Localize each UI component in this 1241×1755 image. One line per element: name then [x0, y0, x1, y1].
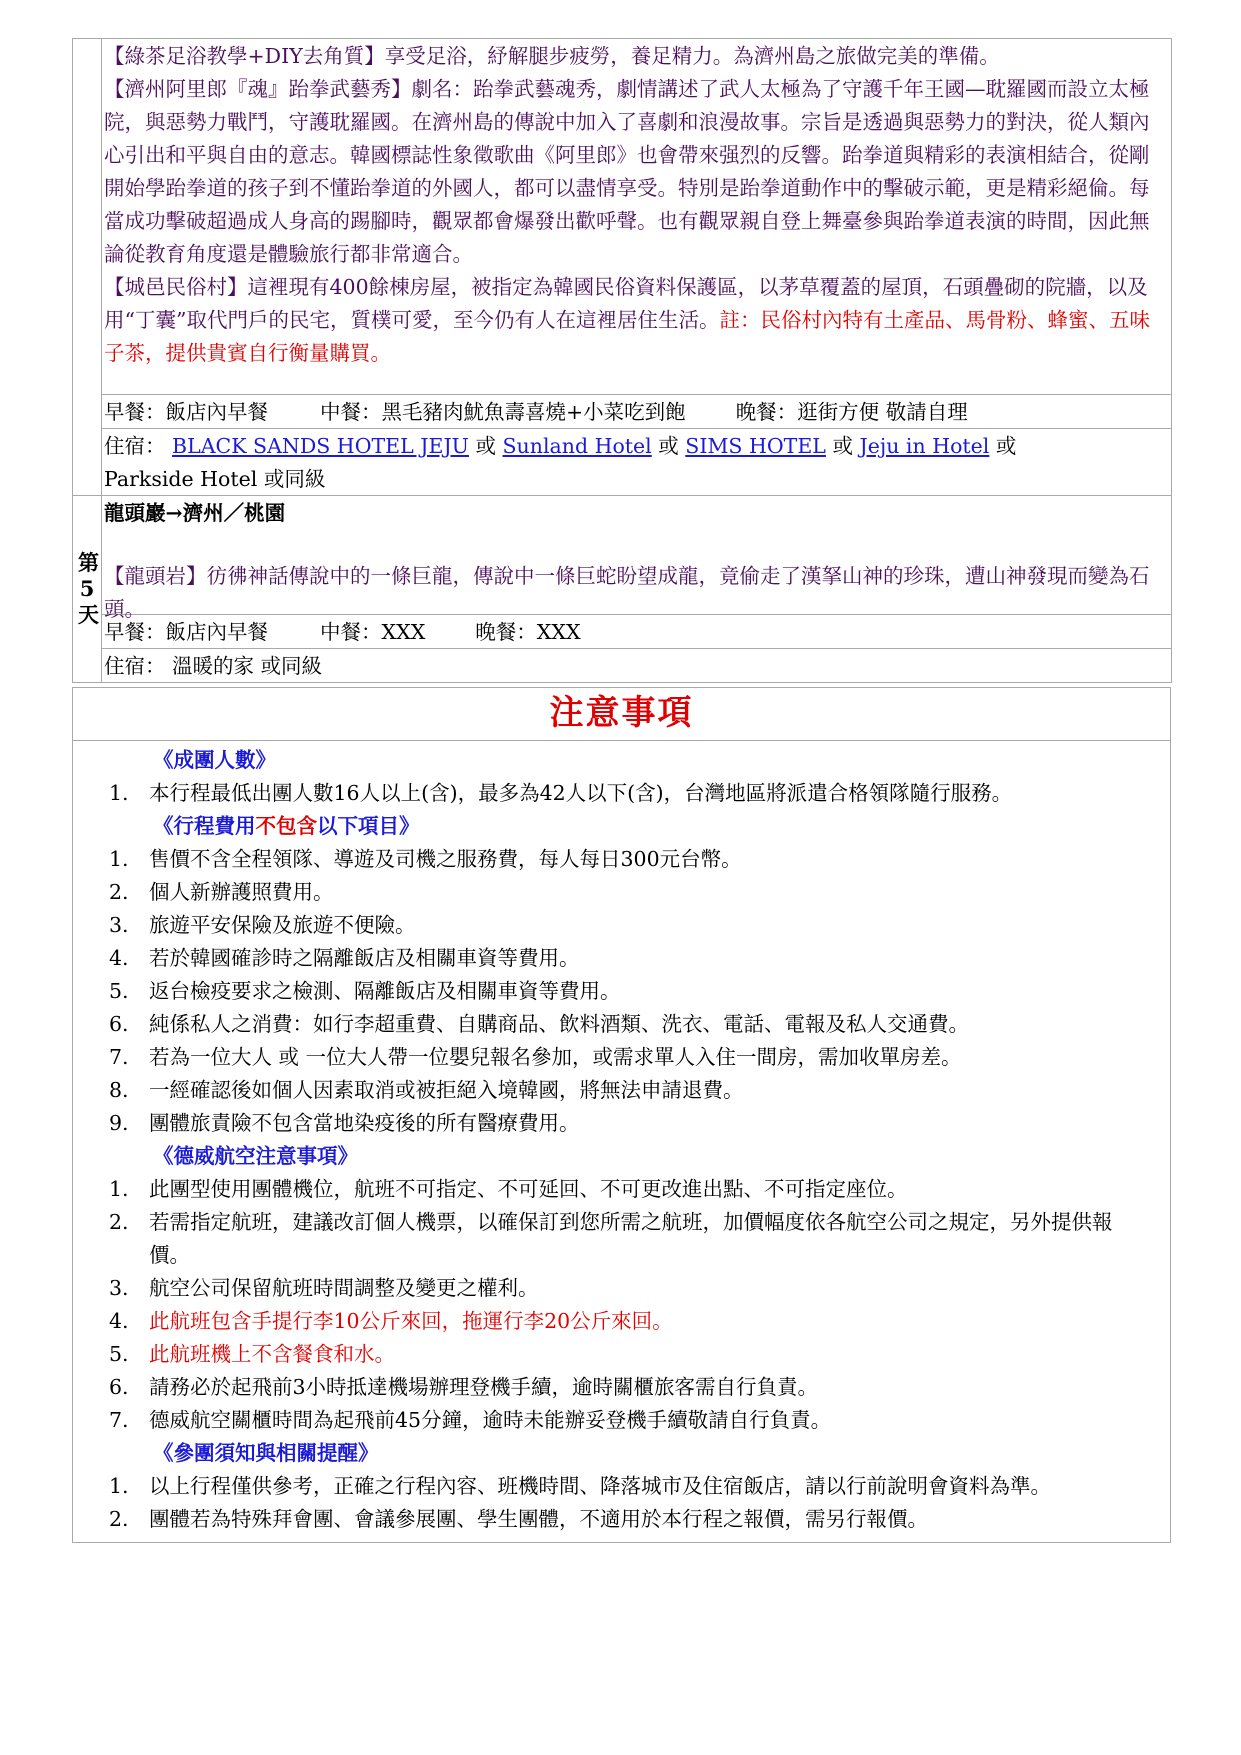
section-group-size-title: 《成團人數》: [153, 748, 276, 772]
day4-dinner: 晚餐：逛街方便 敬請自理: [735, 400, 968, 424]
list-item-text: 若於韓國確診時之隔離飯店及相關車資等費用。: [149, 946, 580, 970]
day5-lunch: 中餐：XXX: [320, 620, 426, 644]
list-item: 5. 此航班機上不含餐食和水。: [109, 1342, 395, 1366]
list-item: 1. 售價不含全程領隊、導遊及司機之服務費，每人每日300元台幣。: [109, 847, 742, 871]
reminders-list: [73, 1470, 1170, 1536]
day4-meals-cell: [102, 395, 1172, 429]
day5-dinner: 晚餐：XXX: [475, 620, 581, 644]
list-item: 6. 純係私人之消費：如行李超重費、自購商品、飲料酒類、洗衣、電話、電報及私人交通費。: [109, 1012, 969, 1036]
group-size-list: [73, 777, 1170, 810]
excluded-title-part: 《行程費用: [153, 814, 256, 838]
or-word: 或: [658, 434, 679, 458]
list-item-text: 售價不含全程領隊、導遊及司機之服務費，每人每日300元台幣。: [149, 847, 742, 871]
day5-stay-row: [73, 649, 1172, 683]
excluded-title-highlight: 不包含: [255, 814, 317, 838]
list-item: 8. 一經確認後如個人因素取消或被拒絕入境韓國，將無法申請退費。: [109, 1078, 744, 1102]
list-item: 3. 航空公司保留航班時間調整及變更之權利。: [109, 1276, 539, 1300]
list-item: 1. 以上行程僅供參考，正確之行程內容、班機時間、降落城市及住宿飯店，請以行前說明會資料為準。: [109, 1474, 1051, 1498]
list-item-text: 以上行程僅供參考，正確之行程內容、班機時間、降落城市及住宿飯店，請以行前說明會資料為準。: [149, 1474, 1051, 1498]
list-item: 1. 此團型使用團體機位，航班不可指定、不可延回、不可更改進出點、不可指定座位。: [109, 1177, 908, 1201]
list-item: 1. 本行程最低出團人數16人以上(含)，最多為42人以下(含)，台灣地區將派遣合格領隊隨行服務。: [109, 781, 1013, 805]
day5-stay: 住宿： 溫暖的家 或同級: [104, 654, 323, 678]
day4-taekwondo-text: 【濟州阿里郎『魂』跆拳武藝秀】劇名：跆拳武藝魂秀，劇情講述了武人太極為了守護千年王國—耽羅國而設立太極院，與惡勢力戰鬥，守護耽羅國。在濟州島的傳說中加入了喜劇和浪漫故事。宗旨是透過與惡勢力的對決，從人類內心引出和平與自由的意志。韓國標誌性象徵歌曲《阿里郎》也會帶來强烈的反響。跆拳道與精彩的表演相結合，從剛開始學跆拳道的孩子到不懂跆拳道的外國人，都可以盡情享受。特別是跆拳道動作中的擊破示範，更是精彩絕倫。每當成功擊破超過成人身高的踢腳時，觀眾都會爆發出歡呼聲。也有觀眾親自登上舞臺參與跆拳道表演的時間，因此無論從教育角度還是體驗旅行都非常適合。: [104, 77, 1150, 266]
list-item-text: 此航班包含手提行李10公斤來回，拖運行李20公斤來回。: [149, 1309, 673, 1333]
day4-breakfast: 早餐：飯店內早餐: [104, 400, 268, 424]
day4-stay-tail: Parkside Hotel 或同級: [104, 467, 326, 491]
list-item: 3. 旅遊平安保險及旅遊不便險。: [109, 913, 416, 937]
excluded-title-part: 以下項目》: [317, 814, 420, 838]
day5-stay-cell: [102, 649, 1172, 683]
day4-lunch: 中餐：黑毛豬肉魷魚壽喜燒+小菜吃到飽: [320, 400, 686, 424]
list-item-text: 個人新辦護照費用。: [149, 880, 334, 904]
day4-activities-cell: [102, 39, 1172, 395]
hotel-link-sunland[interactable]: Sunland Hotel: [502, 434, 652, 458]
day4-stay-row: [73, 429, 1172, 496]
list-item-text: 團體旅責險不包含當地染疫後的所有醫療費用。: [149, 1111, 580, 1135]
itinerary-table: [72, 38, 1172, 683]
list-item: 4. 此航班包含手提行李10公斤來回，拖運行李20公斤來回。: [109, 1309, 673, 1333]
list-item: 6. 請務必於起飛前3小時抵達機場辦理登機手續，逾時關櫃旅客需自行負責。: [109, 1375, 819, 1399]
list-item: 4. 若於韓國確診時之隔離飯店及相關車資等費用。: [109, 946, 580, 970]
list-item-text: 德威航空關櫃時間為起飛前45分鐘，逾時未能辦妥登機手續敬請自行負責。: [149, 1408, 832, 1432]
list-item: 5. 返台檢疫要求之檢測、隔離飯店及相關車資等費用。: [109, 979, 621, 1003]
or-word: 或: [475, 434, 496, 458]
list-item: 7. 德威航空關櫃時間為起飛前45分鐘，逾時未能辦妥登機手續敬請自行負責。: [109, 1408, 832, 1432]
or-word: 或: [832, 434, 853, 458]
section-reminders-title: 《參團須知與相關提醒》: [153, 1441, 379, 1465]
notice-header: [72, 687, 1171, 741]
airline-notes-list: [73, 1173, 1170, 1437]
list-item-text: 若為一位大人 或 一位大人帶一位嬰兒報名參加，或需求單人入住一間房，需加收單房差。: [149, 1045, 962, 1069]
list-item-text: 團體若為特殊拜會團、會議參展團、學生團體，不適用於本行程之報價，需另行報價。: [149, 1507, 928, 1531]
day4-folk-village-text: [104, 271, 1165, 370]
list-item-text: 此航班機上不含餐食和水。: [149, 1342, 395, 1366]
day5-activities-cell: [102, 496, 1172, 621]
section-airline-title: 《德威航空注意事項》: [153, 1144, 358, 1168]
hotel-link-black-sands[interactable]: BLACK SANDS HOTEL JEJU: [172, 434, 469, 458]
excluded-costs-list: [73, 843, 1170, 1140]
list-item-text: 請務必於起飛前3小時抵達機場辦理登機手續，逾時關櫃旅客需自行負責。: [149, 1375, 819, 1399]
day4-label-cell: [73, 39, 102, 496]
day4-meals-row: [73, 395, 1172, 429]
day4-stay-cell: [102, 429, 1172, 496]
list-item-text: 若需指定航班，建議改訂個人機票，以確保訂到您所需之航班，加價幅度依各航空公司之規定，另外提供報價。: [149, 1210, 1113, 1267]
list-item: 2. 個人新辦護照費用。: [109, 880, 334, 904]
list-item-text: 航空公司保留航班時間調整及變更之權利。: [149, 1276, 539, 1300]
list-item-text: 此團型使用團體機位，航班不可指定、不可延回、不可更改進出點、不可指定座位。: [149, 1177, 908, 1201]
day4-stay-label: 住宿：: [104, 434, 166, 458]
day5-meals-cell: [102, 615, 1172, 649]
list-item: 7. 若為一位大人 或 一位大人帶一位嬰兒報名參加，或需求單人入住一間房，需加收單房差。: [109, 1045, 962, 1069]
day5-meals-row: [73, 615, 1172, 649]
list-item: 2. 團體若為特殊拜會團、會議參展團、學生團體，不適用於本行程之報價，需另行報價。: [109, 1507, 928, 1531]
list-item-text: 返台檢疫要求之檢測、隔離飯店及相關車資等費用。: [149, 979, 621, 1003]
day5-activities-row: [73, 496, 1172, 615]
list-item: 9. 團體旅責險不包含當地染疫後的所有醫療費用。: [109, 1111, 580, 1135]
day5-label-cell: [73, 496, 102, 683]
day5-label: 第5天: [78, 550, 99, 627]
day5-route: 龍頭巖→濟州／桃園: [104, 501, 286, 525]
itinerary-page: [72, 38, 1172, 1543]
list-item-text: 純係私人之消費：如行李超重費、自購商品、飲料酒類、洗衣、電話、電報及私人交通費。: [149, 1012, 969, 1036]
notice-body: [72, 741, 1171, 1543]
or-word: 或: [995, 434, 1017, 458]
section-excluded-costs-title: [73, 810, 1170, 843]
hotel-link-jeju-in[interactable]: Jeju in Hotel: [859, 434, 990, 458]
list-item: 2. 若需指定航班，建議改訂個人機票，以確保訂到您所需之航班，加價幅度依各航空公司之規定，另外提供報價。: [109, 1210, 1113, 1267]
day4-activities-row: [73, 39, 1172, 395]
hotel-link-sims[interactable]: SIMS HOTEL: [685, 434, 826, 458]
list-item-text: 本行程最低出團人數16人以上(含)，最多為42人以下(含)，台灣地區將派遣合格領隊隨行服務。: [149, 781, 1013, 805]
list-item-text: 一經確認後如個人因素取消或被拒絕入境韓國，將無法申請退費。: [149, 1078, 744, 1102]
day5-breakfast: 早餐：飯店內早餐: [104, 620, 268, 644]
day4-footbath-text: 【綠茶足浴教學+DIY去角質】享受足浴，紓解腿步疲勞，養足精力。為濟州島之旅做完美的準備。: [104, 44, 1000, 68]
notice-title: 注意事項: [549, 693, 694, 733]
folk-village-description: 【城邑民俗村】這裡現有400餘棟房屋，被指定為韓國民俗資料保護區，以茅草覆蓋的屋頂，石頭疊砌的院牆，以及用“丁囊”取代門戶的民宅，質樸可愛，至今仍有人在這裡居住生活。: [104, 275, 1148, 332]
day5-dragon-rock-text: 【龍頭岩】彷彿神話傳說中的一條巨龍，傳說中一條巨蛇盼望成龍，竟偷走了漢拏山神的珍珠，遭山神發現而變為石頭。: [104, 564, 1150, 621]
folk-village-note: 註：民俗村內特有土產品、馬骨粉、蜂蜜、五味子茶，提供貴賓自行衡量購買。: [104, 308, 1150, 365]
list-item-text: 旅遊平安保險及旅遊不便險。: [149, 913, 416, 937]
